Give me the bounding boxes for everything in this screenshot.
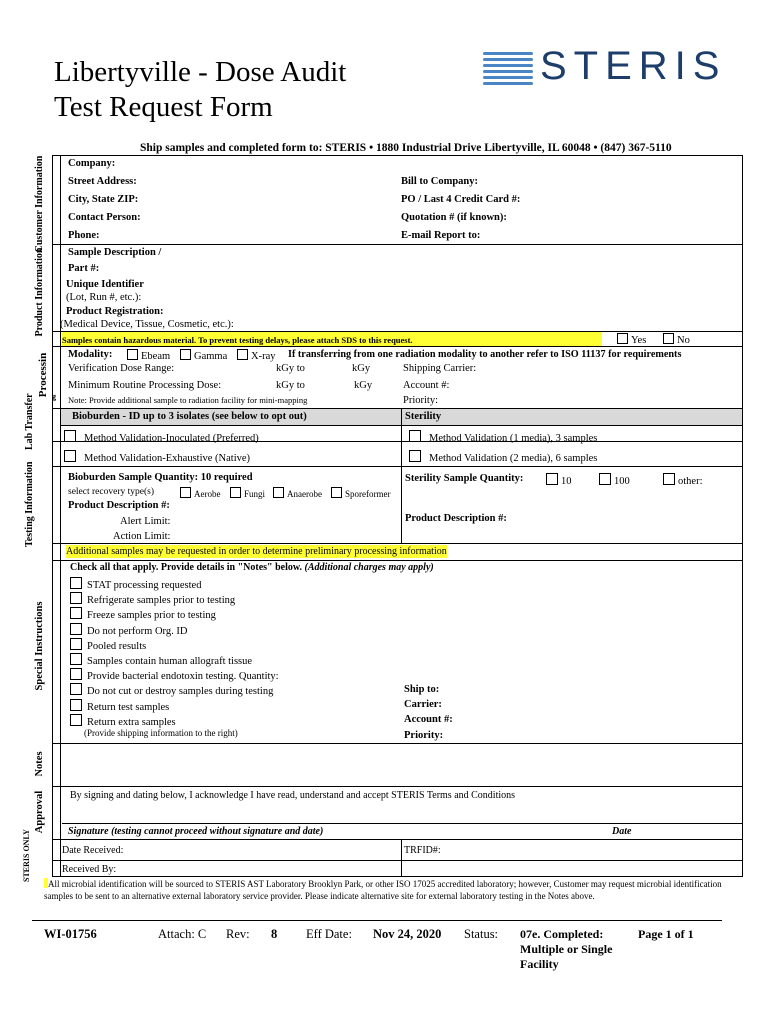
bioburden-quantity: Bioburden Sample Quantity: 10 required — [68, 472, 253, 483]
title-line-1: Libertyville - Dose Audit — [54, 56, 347, 88]
logo-wave-icon — [483, 48, 539, 88]
field-phone[interactable]: Phone: — [68, 230, 100, 241]
status-label: Status: — [464, 927, 499, 941]
footnote: All microbial identification will be sourced to STERIS AST Laboratory Brooklyn Park, or other ISO 17025 accredited laboratory; however, Customer may request microbial identification samples to be sent to an alternative external laboratory service provider. Please indicate alternative site for external laboratory testing in the Notes above. — [44, 879, 722, 901]
special-instruction-checkbox[interactable] — [70, 623, 187, 637]
special-instruction-label: Samples contain human allograft tissue — [87, 656, 253, 667]
sterility-header: Sterility — [405, 411, 442, 422]
special-instruction-label: Return extra samples — [87, 716, 176, 728]
checkbox-icon — [64, 430, 76, 442]
checkbox-icon — [663, 333, 674, 344]
sporeformer-checkbox[interactable]: Sporeformer — [331, 487, 390, 499]
field-sample-description[interactable]: Sample Description / — [68, 247, 162, 258]
checkbox-icon — [70, 653, 82, 665]
divider — [52, 346, 743, 347]
checkbox-icon — [546, 473, 558, 485]
checkbox-icon — [180, 487, 191, 498]
checkbox-icon — [70, 714, 82, 726]
sterility-quantity-label: Sterility Sample Quantity: — [405, 473, 524, 484]
hazard-yes-checkbox[interactable]: Yes — [617, 333, 646, 346]
hazard-no-checkbox[interactable]: No — [663, 333, 690, 346]
divider — [52, 560, 743, 561]
field-city[interactable]: City, State ZIP: — [68, 194, 139, 205]
section-label-steris-only: STERIS ONLY — [22, 829, 31, 882]
verification-kgy: kGy — [352, 363, 371, 374]
checkbox-icon — [409, 430, 421, 442]
mv-inoculated-checkbox[interactable]: Method Validation-Inoculated (Preferred) — [64, 430, 259, 444]
field-verification-dose[interactable]: Verification Dose Range: — [68, 363, 175, 374]
modality-ebeam-checkbox[interactable]: Ebeam — [127, 349, 170, 362]
hazard-warning: Samples contain hazardous material. To prevent testing delays, please attach SDS to this request. — [62, 332, 602, 346]
divider — [52, 543, 743, 544]
modality-transfer-note: If transferring from one radiation modality to another refer to ISO 11137 for requirements — [288, 349, 682, 360]
checkbox-icon — [409, 450, 421, 462]
fungi-checkbox[interactable]: Fungi — [230, 487, 265, 499]
field-trfid[interactable]: TRFID#: — [404, 845, 441, 856]
signature-label[interactable]: Signature (testing cannot proceed without signature and date) — [68, 826, 324, 837]
section-label-testing: Testing Information — [24, 461, 35, 547]
special-instruction-checkbox[interactable] — [70, 577, 201, 591]
field-return-priority[interactable]: Priority: — [404, 730, 444, 741]
special-instruction-checkbox[interactable] — [70, 683, 273, 697]
status-value: 07e. Completed: Multiple or Single Facility — [520, 927, 613, 971]
mv-2media-checkbox[interactable]: Method Validation (2 media), 6 samples — [409, 450, 597, 464]
section-label-processing: Processin — [37, 352, 49, 398]
special-instruction-label: Do not cut or destroy samples during testing — [87, 686, 274, 698]
field-return-account[interactable]: Account #: — [404, 714, 453, 725]
special-instruction-checkbox[interactable] — [70, 607, 216, 621]
special-instruction-label: STAT processing requested — [87, 580, 202, 591]
registration-hint: (Medical Device, Tissue, Cosmetic, etc.): — [60, 319, 234, 330]
section-label-special: Special Instructions — [34, 601, 45, 691]
ship-to-address: Ship samples and completed form to: STERIS • 1880 Industrial Drive Libertyville, IL 60048 • (847) 367-5110 — [140, 142, 672, 154]
approval-statement: By signing and dating below, I acknowledge I have read, understand and accept STERIS Terms and Conditions — [70, 790, 516, 801]
field-date-received[interactable]: Date Received: — [62, 845, 124, 856]
field-street[interactable]: Street Address: — [68, 176, 137, 187]
mv-exhaustive-checkbox[interactable]: Method Validation-Exhaustive (Native) — [64, 450, 250, 464]
section-label-processing-tail: g — [52, 392, 56, 401]
signature-line — [62, 823, 742, 824]
special-instruction-label: Provide bacterial endotoxin testing. Quantity: — [87, 671, 279, 683]
anaerobe-checkbox[interactable]: Anaerobe — [273, 487, 322, 499]
label-column-divider — [60, 155, 61, 877]
field-alert-limit[interactable]: Alert Limit: — [120, 516, 171, 527]
ster-qty-100-checkbox[interactable]: 100 — [599, 473, 630, 487]
field-part[interactable]: Part #: — [68, 263, 100, 274]
special-header: Check all that apply. Provide details in "Notes" below. (Additional charges may apply) — [70, 562, 434, 573]
special-instruction-label: Freeze samples prior to testing — [87, 610, 216, 622]
field-carrier[interactable]: Carrier: — [404, 699, 442, 710]
checkbox-icon — [70, 607, 82, 619]
verification-kgy-to: kGy to — [276, 363, 305, 374]
checkbox-icon — [70, 699, 82, 711]
divider — [52, 786, 743, 787]
checkbox-icon — [237, 349, 248, 360]
shipping-hint: (Provide shipping information to the right) — [84, 728, 238, 738]
sterility-header-bg — [402, 409, 742, 425]
recovery-type-label: select recovery type(s) — [68, 487, 154, 497]
divider — [52, 839, 743, 840]
checkbox-icon — [230, 487, 241, 498]
section-label-customer: Customer Information — [34, 155, 45, 253]
divider — [52, 743, 743, 744]
special-instruction-label: Return test samples — [87, 701, 170, 713]
field-unique-identifier[interactable]: Unique Identifier — [66, 279, 144, 290]
special-instruction-label: Pooled results — [87, 640, 147, 652]
special-instruction-checkbox[interactable] — [70, 638, 146, 652]
special-instruction-label: Refrigerate samples prior to testing — [87, 595, 236, 607]
field-email[interactable]: E-mail Report to: — [401, 230, 481, 241]
aerobe-checkbox[interactable]: Aerobe — [180, 487, 221, 499]
bioburden-header: Bioburden - ID up to 3 isolates (see below to opt out) — [72, 411, 307, 422]
checkbox-icon — [331, 487, 342, 498]
checkbox-icon — [180, 349, 191, 360]
field-min-routine-dose[interactable]: Minimum Routine Processing Dose: — [68, 380, 222, 391]
field-contact[interactable]: Contact Person: — [68, 212, 141, 223]
checkbox-icon — [70, 668, 82, 680]
checkbox-icon — [663, 473, 675, 485]
eff-date-label: Eff Date: — [306, 927, 352, 941]
ster-qty-other-checkbox[interactable]: other: — [663, 473, 703, 487]
additional-samples-note: Additional samples may be requested in order to determine preliminary processing information — [66, 546, 447, 557]
special-instruction-checkbox[interactable] — [70, 653, 252, 667]
checkbox-icon — [64, 450, 76, 462]
field-shipping-carrier[interactable]: Shipping Carrier: — [403, 363, 477, 374]
ster-qty-10-checkbox[interactable]: 10 — [546, 473, 572, 487]
checkbox-icon — [70, 592, 82, 604]
field-received-by[interactable]: Received By: — [62, 864, 117, 875]
special-instruction-checkbox[interactable] — [70, 699, 169, 713]
divider — [52, 244, 743, 245]
checkbox-icon — [127, 349, 138, 360]
special-instruction-checkbox[interactable] — [70, 714, 176, 728]
checkbox-icon — [70, 683, 82, 695]
section-label-approval: Approval — [34, 790, 45, 834]
section-label-notes: Notes — [34, 751, 45, 777]
section-label-product: Product Information — [34, 247, 45, 337]
eff-date-value: Nov 24, 2020 — [373, 927, 442, 941]
rev-value: 8 — [271, 927, 278, 941]
checkbox-icon — [70, 577, 82, 589]
special-instruction-label: Do not perform Org. ID — [87, 625, 188, 637]
checkbox-icon — [70, 623, 82, 635]
title-line-2: Test Request Form — [54, 91, 273, 123]
doc-id: WI-01756 — [44, 927, 97, 941]
checkbox-icon — [617, 333, 628, 344]
checkbox-icon — [599, 473, 611, 485]
page-number: Page 1 of 1 — [638, 927, 694, 941]
field-company[interactable]: Company: — [68, 158, 116, 169]
unique-identifier-hint: (Lot, Run #, etc.): — [66, 292, 142, 303]
date-label[interactable]: Date — [612, 826, 632, 837]
modality-xray-checkbox[interactable]: X-ray — [237, 349, 276, 362]
checkbox-icon — [70, 638, 82, 650]
field-quotation[interactable]: Quotation # (if known): — [401, 212, 507, 223]
field-priority[interactable]: Priority: — [403, 395, 439, 406]
field-bill-to[interactable]: Bill to Company: — [401, 176, 479, 187]
notes-field[interactable] — [62, 745, 742, 785]
mv-1media-checkbox[interactable]: Method Validation (1 media), 3 samples — [409, 430, 597, 444]
footer-divider — [32, 920, 722, 921]
special-instruction-checkbox[interactable] — [70, 668, 279, 682]
logo-text: STERIS — [540, 44, 727, 88]
attach: Attach: C — [158, 927, 207, 941]
form-title — [54, 55, 346, 125]
section-label-lab: Lab Transfer — [24, 393, 35, 450]
modality-label: Modality: — [68, 349, 113, 360]
field-account[interactable]: Account #: — [403, 380, 450, 391]
divider — [52, 466, 743, 467]
field-action-limit[interactable]: Action Limit: — [113, 531, 171, 542]
column-divider — [401, 839, 402, 877]
min-dose-kgy-to: kGy to — [276, 380, 305, 391]
field-bio-product-description[interactable]: Product Description #: — [68, 500, 170, 511]
column-divider — [401, 408, 402, 543]
field-product-registration[interactable]: Product Registration: — [66, 306, 164, 317]
field-ship-to[interactable]: Ship to: — [404, 684, 440, 695]
field-po[interactable]: PO / Last 4 Credit Card #: — [401, 194, 521, 205]
modality-gamma-checkbox[interactable]: Gamma — [180, 349, 227, 362]
divider — [52, 860, 743, 861]
mini-mapping-note: Note: Provide additional sample to radiation facility for mini-mapping — [68, 395, 308, 405]
special-instruction-checkbox[interactable] — [70, 592, 235, 606]
rev-label: Rev: — [226, 927, 250, 941]
field-ster-product-description[interactable]: Product Description #: — [405, 513, 507, 524]
min-dose-kgy: kGy — [354, 380, 373, 391]
checkbox-icon — [273, 487, 284, 498]
divider — [61, 425, 743, 426]
